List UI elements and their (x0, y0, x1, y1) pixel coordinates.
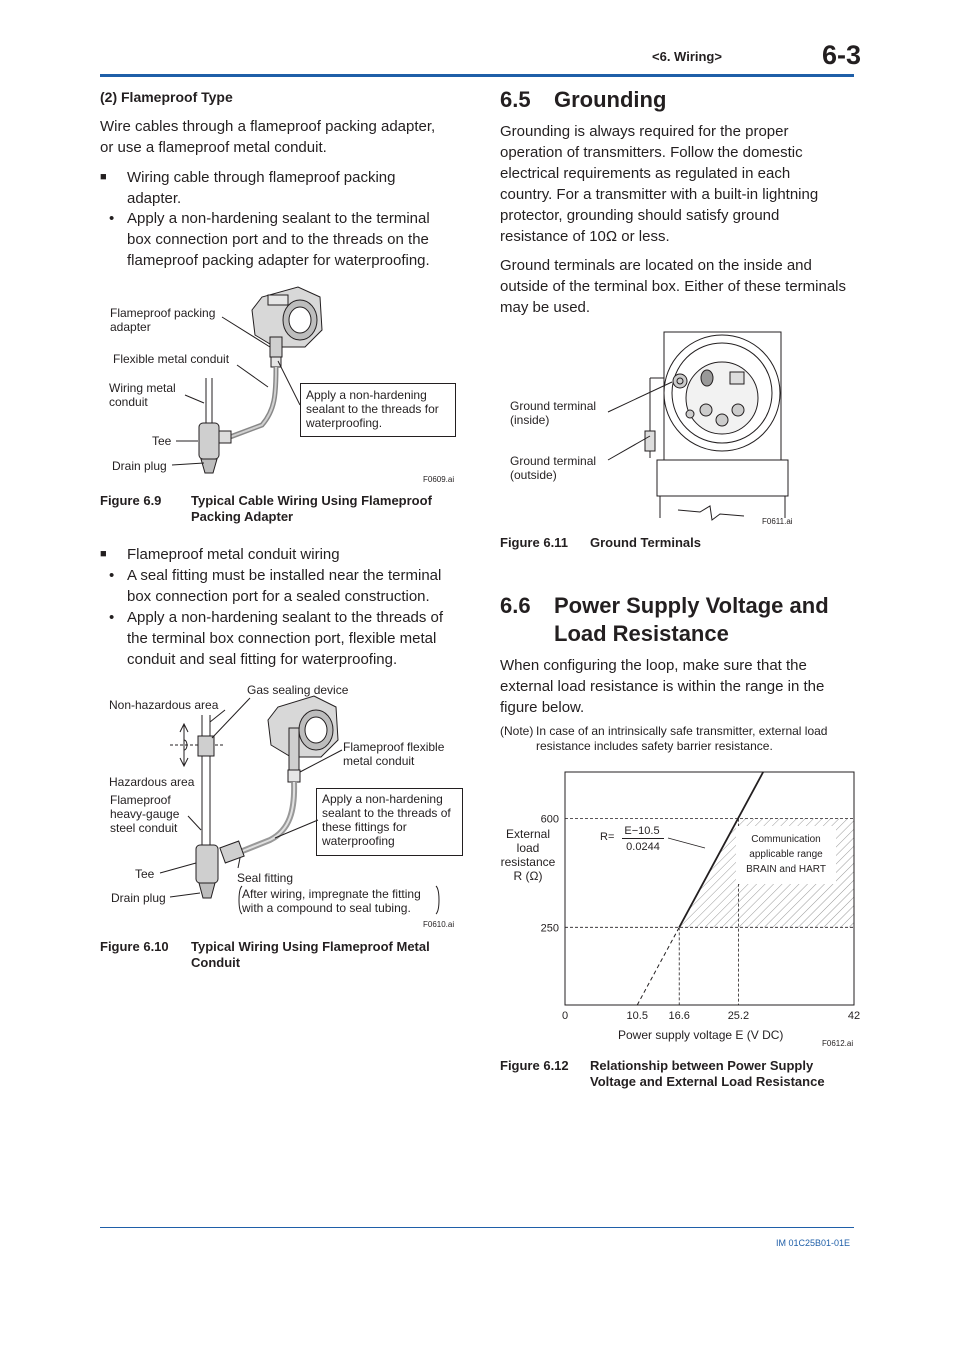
caption-text: Ground Terminals (590, 535, 701, 550)
x-tick-label: 10.5 (626, 1010, 648, 1022)
file-id: F0612.ai (822, 1039, 854, 1048)
label-tee: Tee (135, 867, 155, 881)
label-steel-conduit (110, 793, 179, 835)
label-flex-conduit (343, 740, 444, 768)
text-line: waterproofing (322, 834, 395, 848)
text-line: Flameproof flexible (343, 740, 445, 754)
text-line: adapter. (127, 190, 182, 207)
text-line: conduit and seal fitting for waterproofing. (127, 651, 398, 668)
bullet-text: Flameproof metal conduit wiring (127, 546, 340, 563)
y-tick-label: 250 (540, 922, 559, 935)
text-line: Grounding is always required for the proper (500, 123, 789, 140)
text-line: When configuring the loop, make sure that the (500, 657, 807, 674)
text-line: metal conduit (343, 754, 415, 768)
y-tick-label: 600 (540, 813, 559, 826)
series-line-dashed (637, 927, 679, 1005)
region-label (738, 832, 834, 877)
formula-prefix: R= (600, 831, 615, 843)
text-line: sealant to the threads of (322, 806, 451, 820)
text-line: Apply a non-hardening (322, 792, 443, 806)
text-line: resistance (500, 855, 556, 869)
label-ground-outside (510, 454, 596, 482)
text-line: country. For a transmitter with a built-in lightning (500, 186, 819, 203)
text-line: protector, grounding should satisfy ground (500, 207, 780, 224)
note-text (536, 724, 827, 754)
load-resistance-chart (490, 760, 860, 1050)
text-line: electrical requirements as regulated in each (500, 165, 791, 182)
page-number: 6-3 (822, 40, 862, 70)
bullet-mark: ■ (100, 171, 107, 183)
text-line: these fittings for (322, 820, 407, 834)
label-ground-inside (510, 399, 596, 427)
label-drain-plug: Drain plug (111, 891, 166, 905)
caption-number: Figure 6.9 (100, 493, 162, 508)
text-line: Typical Cable Wiring Using Flameproof (191, 493, 432, 508)
file-id: F0610.ai (423, 920, 455, 929)
text-line: conduit (109, 395, 148, 409)
text-line: outside of the terminal box. Either of these terminals (500, 278, 847, 295)
paragraph (500, 121, 860, 247)
text-line: Flameproof (110, 793, 171, 807)
text-line: Typical Wiring Using Flameproof Metal (191, 939, 430, 954)
text-line: sealant to the threads for (306, 402, 439, 416)
header-rule (100, 74, 854, 77)
file-id: F0611.ai (762, 517, 793, 526)
text-line: figure below. (500, 699, 585, 716)
label-tee: Tee (152, 434, 172, 448)
text-line: Voltage and External Load Resistance (590, 1074, 825, 1089)
text-line: Ground terminal (510, 399, 597, 413)
text-line: steel conduit (110, 821, 178, 835)
sub-heading: (2) Flameproof Type (100, 89, 233, 105)
text-line: resistance of 10Ω or less. (500, 228, 670, 245)
label-packing-adapter (110, 306, 215, 334)
text-line: Flameproof packing (110, 306, 216, 320)
label-hazardous: Hazardous area (109, 775, 195, 789)
text-line: Ground terminal (510, 454, 597, 468)
caption-number: Figure 6.12 (500, 1058, 569, 1073)
figure-6-11-drawing (500, 328, 800, 528)
text-line: may be used. (500, 299, 591, 316)
text-line: applicable range (749, 849, 823, 860)
x-tick-label: 42 (847, 1010, 860, 1022)
label-gas-seal: Gas sealing device (247, 683, 349, 697)
label-seal-fitting: Seal fitting (237, 871, 294, 885)
label-drain-plug: Drain plug (112, 459, 167, 473)
text-line: A seal fitting must be installed near the terminal (127, 567, 442, 584)
text-line: (inside) (510, 413, 550, 427)
section-title: Grounding (554, 87, 667, 112)
bullet-text (127, 565, 467, 607)
text-line: Relationship between Power Supply (590, 1058, 814, 1073)
text-line: (outside) (510, 468, 557, 482)
text-line: or use a flameproof metal conduit. (100, 139, 327, 156)
section-number: 6.6 (500, 593, 531, 618)
text-line: Apply a non-hardening sealant to the terminal (127, 210, 430, 227)
text-line: BRAIN and HART (746, 864, 826, 875)
text-line: Power Supply Voltage and (554, 593, 829, 618)
text-line: Apply a non-hardening sealant to the threads of (127, 609, 444, 626)
text-line: heavy-gauge (110, 807, 180, 821)
bullet-mark: ■ (100, 548, 107, 560)
caption-text (590, 1058, 825, 1090)
text-line: External (505, 827, 551, 841)
footer-rule (100, 1227, 854, 1228)
bullet-dot: • (109, 609, 115, 626)
header-section: <6. Wiring> (652, 49, 722, 64)
intro-paragraph (100, 116, 460, 158)
section-number: 6.5 (500, 87, 531, 112)
formula-leader (668, 838, 705, 848)
paragraph (500, 255, 860, 318)
text-line: resistance includes safety barrier resistance. (536, 739, 773, 753)
text-line: box connection port for a sealed construction. (127, 588, 430, 605)
label-flex-conduit: Flexible metal conduit (113, 352, 230, 366)
text-line: waterproofing. (306, 416, 383, 430)
label-after-wiring (242, 887, 421, 915)
caption-number: Figure 6.11 (500, 535, 568, 550)
callout-box (316, 788, 463, 856)
note-tag: (Note) (500, 724, 534, 738)
text-line: Apply a non-hardening (306, 388, 427, 402)
y-axis-label (498, 827, 558, 883)
bullet-text (127, 607, 467, 670)
callout-box (300, 383, 456, 437)
text-line: operation of transmitters. Follow the domestic (500, 144, 803, 161)
section-title (554, 592, 829, 648)
x-axis-label: Power supply voltage E (V DC) (618, 1028, 784, 1042)
text-line: Wiring cable through flameproof packing (127, 169, 396, 186)
caption-text (191, 939, 430, 971)
formula-bar (622, 838, 664, 839)
text-line: Communication (751, 834, 821, 845)
bullet-dot: • (109, 210, 115, 227)
text-line: the terminal box connection port, flexible metal (127, 630, 437, 647)
paragraph (500, 655, 860, 718)
text-line: Conduit (191, 955, 241, 970)
text-line: flameproof packing adapter for waterproofing. (127, 252, 430, 269)
bullet-text (127, 208, 467, 271)
label-non-hazardous: Non-hazardous area (109, 698, 219, 712)
text-line: Packing Adapter (191, 509, 294, 524)
text-line: Wiring metal (109, 381, 176, 395)
text-line: R (Ω) (513, 869, 543, 883)
caption-text (191, 493, 432, 525)
footer-doc-id: IM 01C25B01-01E (776, 1238, 851, 1248)
caption-number: Figure 6.10 (100, 939, 169, 954)
text-line: load (516, 841, 540, 855)
text-line: Load Resistance (554, 621, 729, 646)
text-line: In case of an intrinsically safe transmitter, external load (536, 724, 828, 738)
text-line: adapter (110, 320, 151, 334)
text-line: external load resistance is within the range in the (500, 678, 825, 695)
x-tick-label: 0 (561, 1010, 569, 1022)
formula-denominator: 0.0244 (626, 841, 660, 853)
x-tick-label: 16.6 (668, 1010, 690, 1022)
bullet-text (127, 167, 457, 209)
formula-numerator: E−10.5 (624, 825, 660, 837)
label-wiring-conduit (109, 381, 176, 409)
text-line: box connection port and to the threads on the (127, 231, 429, 248)
x-tick-label: 25.2 (727, 1010, 750, 1022)
text-line: with a compound to seal tubing. (242, 901, 411, 915)
text-line: Ground terminals are located on the inside and (500, 257, 812, 274)
text-line: Wire cables through a flameproof packing adapter, (100, 118, 436, 135)
text-line: After wiring, impregnate the fitting (242, 887, 421, 901)
file-id: F0609.ai (423, 475, 455, 484)
bullet-dot: • (109, 567, 115, 584)
